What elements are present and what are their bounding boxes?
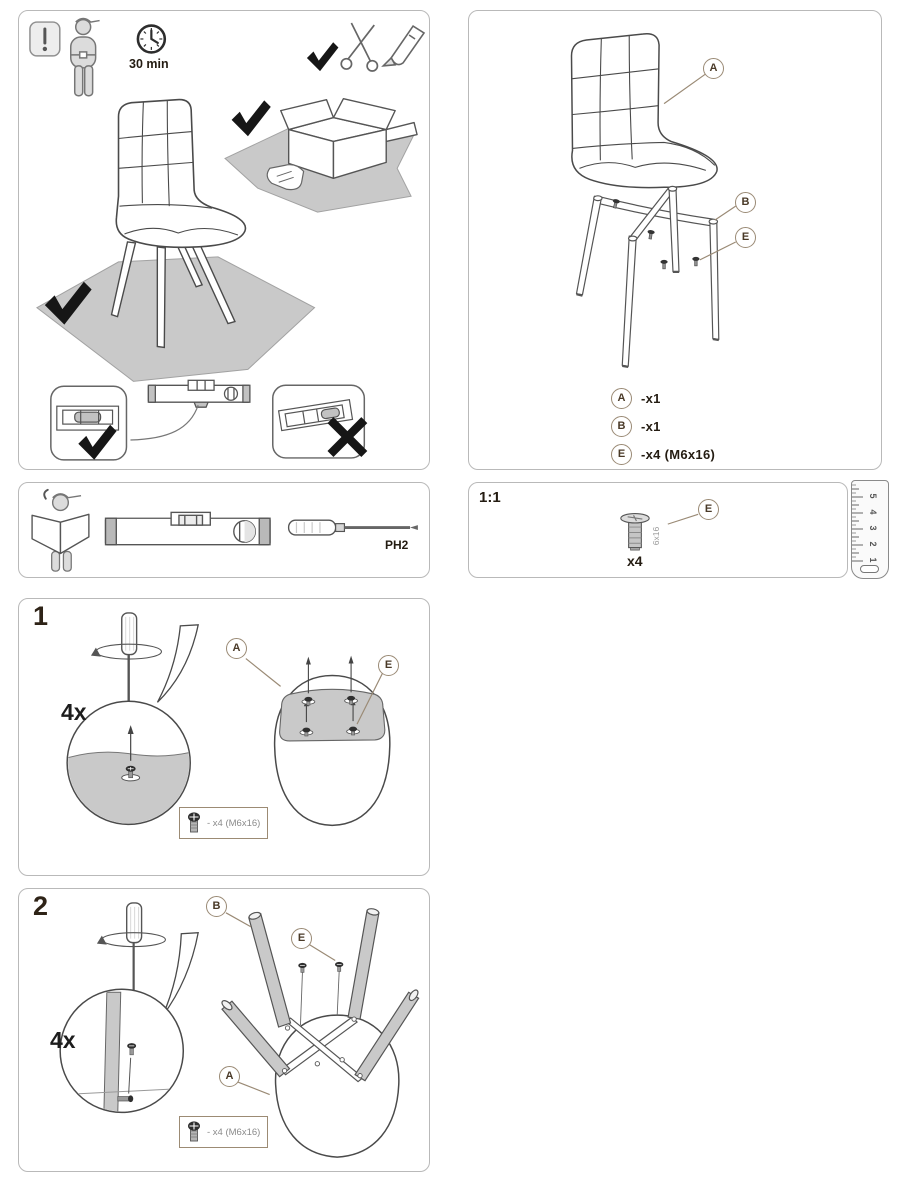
screw-qty-label: x4 bbox=[627, 553, 643, 569]
callout-e: E bbox=[698, 499, 719, 520]
callout-leader bbox=[668, 514, 698, 524]
level-ok-callout bbox=[51, 386, 127, 460]
callout-b: B bbox=[206, 896, 227, 917]
ruler-number: 1 bbox=[868, 557, 878, 563]
warning-icon bbox=[30, 22, 60, 56]
hardware-spec-label: - x4 (M6x16) bbox=[207, 1126, 261, 1138]
hardware-box bbox=[179, 1116, 268, 1148]
scissors-icon bbox=[341, 23, 377, 71]
repeat-count-label: 4x bbox=[50, 1027, 76, 1053]
person-icon bbox=[71, 19, 100, 96]
panel-scale bbox=[468, 482, 848, 578]
ruler-number: 5 bbox=[868, 493, 878, 499]
screw-size-label: 6x16 bbox=[651, 526, 662, 546]
screwdriver-rotate-icon bbox=[91, 613, 198, 716]
callout-b: B bbox=[735, 192, 756, 213]
part-letter: E bbox=[611, 444, 632, 465]
blanket bbox=[37, 257, 315, 381]
ruler-number: 2 bbox=[868, 541, 878, 547]
step-number: 2 bbox=[33, 891, 49, 921]
callout-a: A bbox=[219, 1066, 240, 1087]
part-qty: -x1 bbox=[641, 418, 661, 434]
screw-icon bbox=[187, 811, 201, 835]
panel-step-2 bbox=[18, 888, 430, 1172]
read-manual-icon bbox=[32, 490, 89, 571]
screw-1to1-drawing bbox=[621, 514, 649, 551]
clock-icon bbox=[138, 26, 165, 53]
callout-e: E bbox=[735, 227, 756, 248]
unpack-illustration bbox=[225, 99, 417, 212]
seat-part-drawing bbox=[572, 34, 718, 188]
panel-tools bbox=[18, 482, 430, 578]
preparation-illustration bbox=[19, 11, 429, 469]
part-letter: A bbox=[611, 388, 632, 409]
spirit-level-icon bbox=[106, 512, 270, 544]
panel-preparation bbox=[18, 10, 430, 470]
ruler bbox=[851, 480, 889, 579]
part-qty: -x1 bbox=[641, 390, 661, 406]
ruler-number: 3 bbox=[868, 525, 878, 531]
assembly-time-label: 30 min bbox=[129, 57, 169, 71]
parts-list-row bbox=[611, 443, 715, 465]
screwdriver-type-label: PH2 bbox=[385, 538, 409, 552]
level-bad-callout bbox=[273, 385, 368, 458]
hardware-box bbox=[179, 807, 268, 839]
callout-a: A bbox=[226, 638, 247, 659]
check-icon bbox=[307, 42, 339, 71]
repeat-count-label: 4x bbox=[61, 699, 87, 725]
handset-icon bbox=[44, 490, 48, 499]
tools-illustration bbox=[19, 483, 429, 577]
scale-ratio-label: 1:1 bbox=[479, 489, 501, 506]
callout-e: E bbox=[291, 928, 312, 949]
callout-e: E bbox=[378, 655, 399, 676]
part-qty: -x4 (M6x16) bbox=[641, 446, 716, 462]
step-number: 1 bbox=[33, 601, 49, 631]
ruler-hole bbox=[860, 565, 879, 573]
screwdriver-icon bbox=[289, 520, 418, 535]
part-letter: B bbox=[611, 416, 632, 437]
callout-leader bbox=[130, 405, 198, 440]
zoom-detail-circle bbox=[60, 989, 183, 1113]
ruler-number: 4 bbox=[868, 509, 878, 515]
level-illustration bbox=[148, 380, 250, 407]
seat-bottom-drawing bbox=[275, 656, 390, 826]
hardware-spec-label: - x4 (M6x16) bbox=[207, 817, 261, 829]
parts-list-row bbox=[611, 387, 661, 409]
panel-step-1 bbox=[18, 598, 430, 876]
parts-list-row bbox=[611, 415, 661, 437]
screw-icon bbox=[187, 1120, 201, 1144]
panel-parts bbox=[468, 10, 882, 470]
utility-knife-icon bbox=[383, 26, 424, 66]
callout-a: A bbox=[703, 58, 724, 79]
parts-illustration bbox=[469, 11, 881, 469]
leg-frame-drawing bbox=[576, 186, 718, 367]
check-icon bbox=[232, 100, 271, 136]
